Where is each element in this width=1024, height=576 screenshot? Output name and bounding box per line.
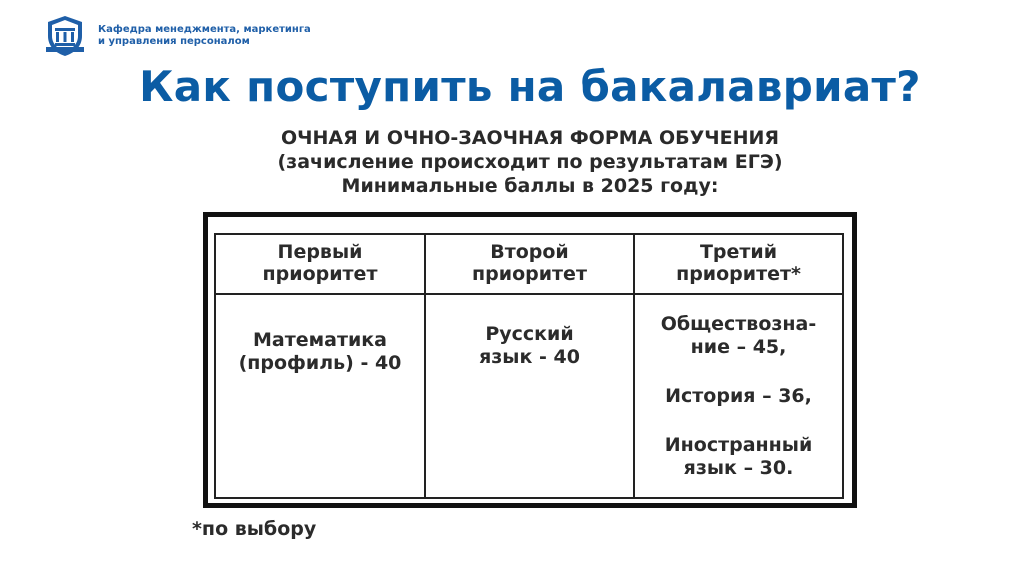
subtitle-line-3: Минимальные баллы в 2025 году: [341,175,719,197]
header-third-priority [635,235,842,295]
header-first-priority [216,235,426,295]
header-second-priority [426,235,635,295]
header [44,14,311,58]
scores-table [214,233,844,499]
cell-russian-line-2: язык - 40 [479,346,580,368]
department-line-1: Кафедра менеджмента, маркетинга [98,24,311,35]
footnote: *по выбору [192,518,317,540]
cell-russian-line-1: Русский [485,323,574,345]
cell-russian [426,295,635,497]
university-shield-logo [44,14,86,58]
header-third-line-2: приоритет* [676,263,801,285]
cell-math [216,295,426,497]
header-second-line-1: Второй [490,241,569,263]
cell-foreign-line-2: язык – 30. [683,457,794,479]
subtitle-line-2: (зачисление происходит по результатам ЕГЭ) [277,151,783,173]
scores-table-frame [203,212,857,508]
cell-third-options [635,295,842,497]
department-name [98,24,311,48]
cell-math-line-2: (профиль) - 40 [238,352,402,374]
header-first-line-2: приоритет [262,263,378,285]
cell-foreign-line-1: Иностранный [664,434,813,456]
cell-social-line-1: Обществозна- [660,313,817,335]
subtitle [0,126,1024,198]
subtitle-line-1: ОЧНАЯ И ОЧНО-ЗАОЧНАЯ ФОРМА ОБУЧЕНИЯ [280,127,780,149]
header-third-line-1: Третий [699,241,778,263]
header-first-line-1: Первый [277,241,363,263]
cell-history: История – 36, [665,385,812,407]
header-second-line-2: приоритет [472,263,587,285]
cell-social-line-2: ние – 45, [690,336,787,358]
page-title: Как поступить на бакалавриат? [139,62,921,111]
cell-math-line-1: Математика [252,329,388,351]
department-line-2: и управления персоналом [98,36,250,47]
